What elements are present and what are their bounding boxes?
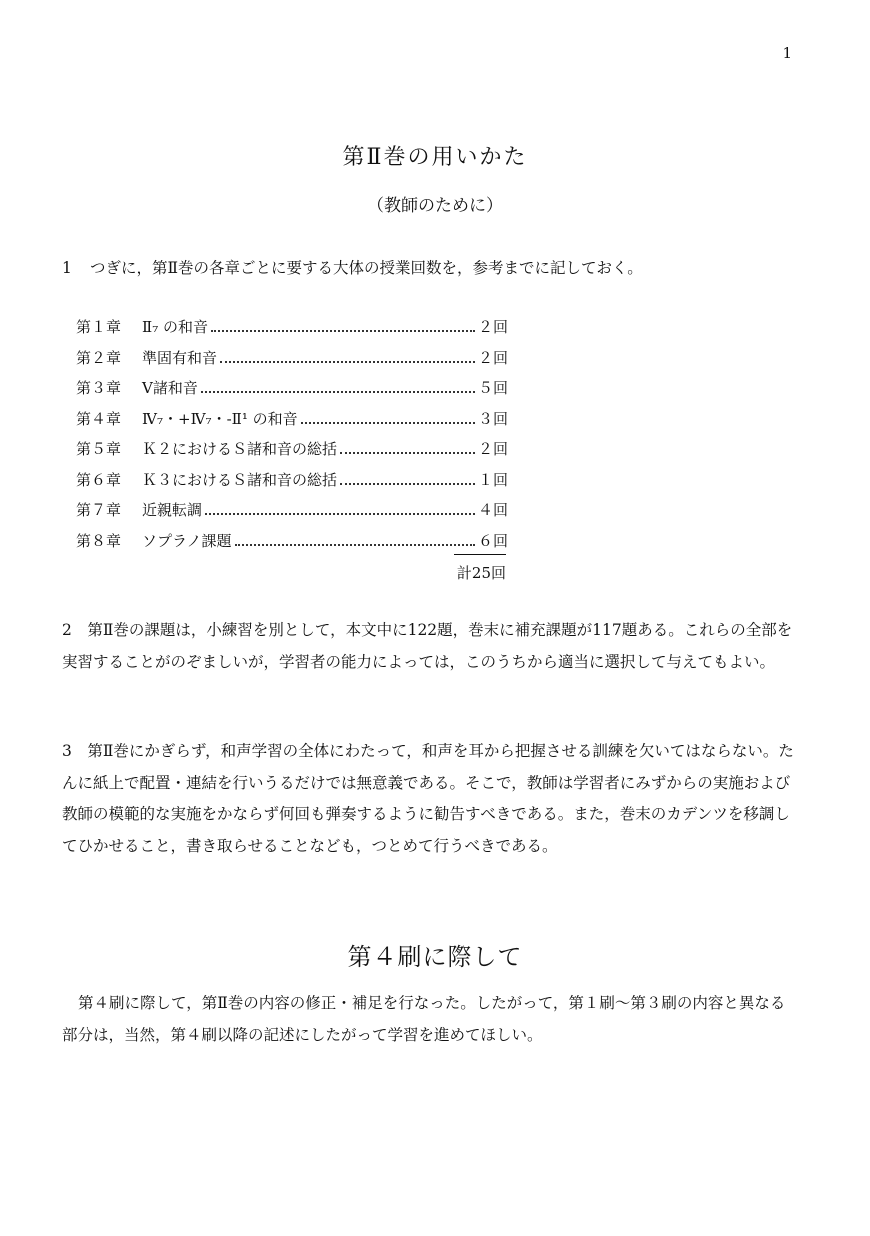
lesson-count: ２回 (477, 440, 508, 458)
chapter-number: 第６章 (76, 470, 122, 489)
schedule-row (76, 408, 508, 439)
dot-leader (340, 483, 475, 485)
chapter-name: ソプラノ課題 (142, 531, 232, 550)
page-subtitle: （教師のために） (367, 196, 503, 216)
schedule-row (76, 499, 508, 530)
chapter-number: 第２章 (76, 348, 122, 367)
total-rule (454, 554, 506, 555)
paragraph-4: 第４刷に際して，第Ⅱ巻の内容の修正・補足を行なった。したがって，第１刷～第３刷の内容と異なる部分は，当然，第４刷以降の記述にしたがって学習を進めてほしい。 (62, 994, 786, 1044)
lesson-count: １回 (477, 470, 508, 489)
chapter-number: 第１章 (76, 318, 122, 336)
chapter-name: 準固有和音 (142, 348, 218, 367)
dot-leader (301, 422, 475, 424)
paragraph-3: 3 第Ⅱ巻にかぎらず，和声学習の全体にわたって，和声を耳から把握させる訓練を欠いてはならない。たんに紙上で配置・連結を行いうるだけでは無意義である。そこで，教師は学習者にみずからの実施および教師の模範的な実施をかならず何回も弾奏するように勧告すべきである。また，巻末のカデンツを移調してひかせること，書き取らせることなども，つとめて行うべきである。 (62, 742, 794, 855)
lesson-count: ２回 (477, 318, 508, 336)
dot-leader (205, 513, 475, 515)
dot-leader (211, 330, 475, 332)
intro-paragraph (62, 256, 643, 278)
schedule-row (76, 438, 508, 469)
schedule-row (76, 347, 508, 378)
dot-leader (201, 391, 475, 393)
schedule-row (76, 530, 508, 561)
paragraph-2: 2 第Ⅱ巻の課題は，小練習を別として，本文中に122題，巻末に補充課題が117題ある。これらの全部を実習することがのぞましいが，学習者の能力によっては，このうちから適当に選択して与えてもよい。 (62, 621, 793, 671)
chapter-name: Ⅳ₇・+Ⅳ₇・-Ⅱ¹ の和音 (142, 409, 298, 428)
chapter-name: Ｋ３におけるＳ諸和音の総括 (142, 470, 338, 489)
chapter-number: 第４章 (76, 409, 122, 428)
chapter-name: Ⅴ諸和音 (142, 379, 198, 397)
chapter-number: 第５章 (76, 440, 122, 458)
total-count: 計25回 (456, 564, 506, 582)
intro-text: つぎに，第Ⅱ巻の各章ごとに要する大体の授業回数を，参考までに記しておく。 (90, 259, 643, 277)
chapter-name: 近親転調 (142, 501, 203, 519)
chapter-number: 第７章 (76, 501, 122, 519)
lesson-count: ４回 (477, 501, 508, 519)
chapter-name: Ⅱ₇ の和音 (142, 318, 208, 336)
schedule-row (76, 469, 508, 500)
section-title: 第４刷に際して (347, 943, 523, 971)
page-title: 第Ⅱ巻の用いかた (342, 145, 528, 170)
lesson-count: ３回 (477, 409, 508, 428)
page-number: 1 (782, 44, 792, 62)
lesson-count: ２回 (477, 348, 508, 367)
chapter-number: 第８章 (76, 531, 122, 550)
dot-leader (220, 361, 475, 363)
dot-leader (340, 452, 475, 454)
schedule-row (76, 377, 508, 408)
lesson-schedule (76, 316, 508, 560)
intro-number: 1 (62, 259, 72, 277)
dot-leader (235, 544, 475, 546)
lesson-count: ５回 (477, 379, 508, 397)
lesson-count: ６回 (477, 531, 508, 550)
chapter-name: Ｋ２におけるＳ諸和音の総括 (142, 440, 338, 458)
chapter-number: 第３章 (76, 379, 122, 397)
schedule-row (76, 316, 508, 347)
